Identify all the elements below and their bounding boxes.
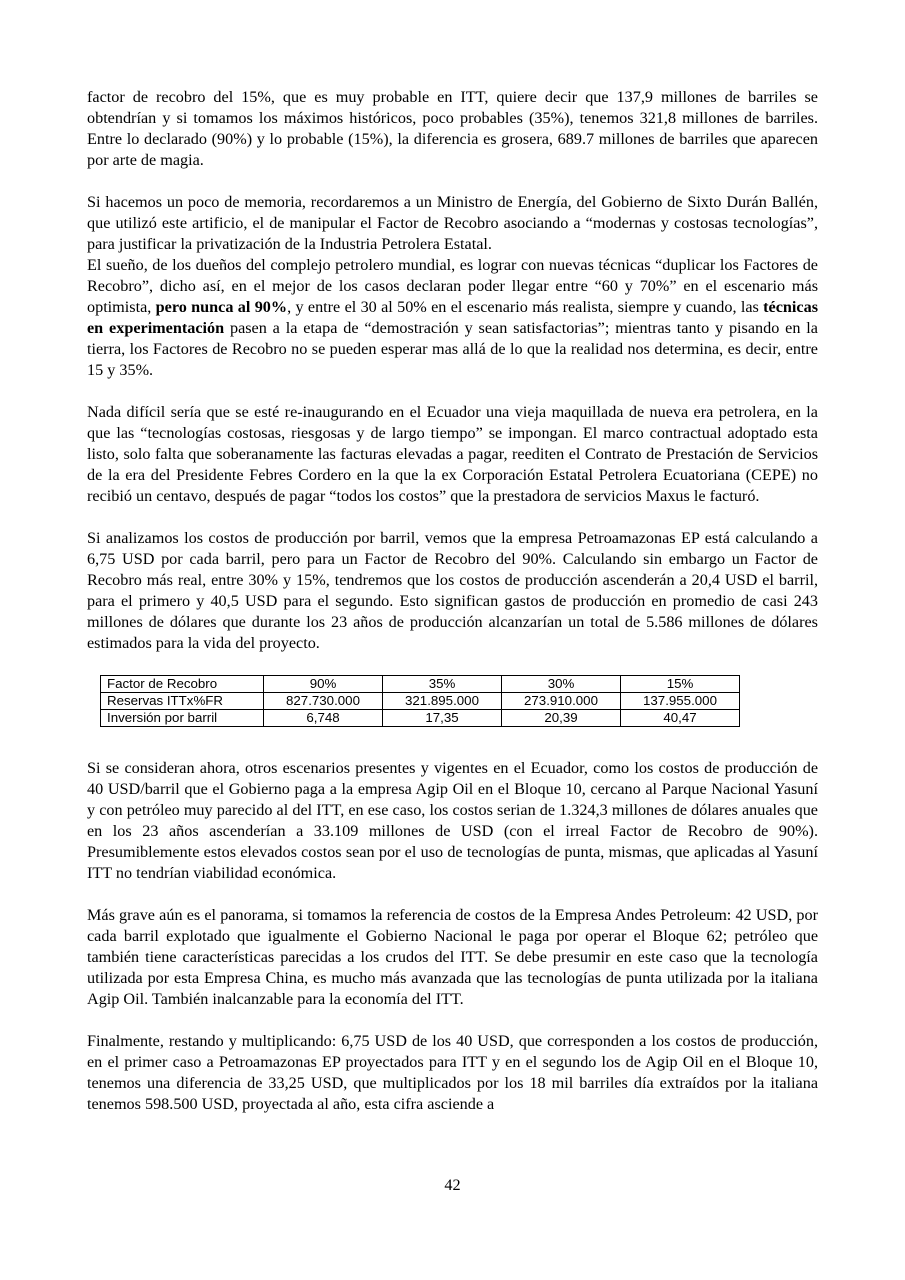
paragraph-p5	[87, 758, 818, 884]
text-segment: Nada difícil sería que se esté re-inaugurando en el Ecuador una vieja maquillada de nueva era petrolera, en la que las “tecnologías costosas, riesgosas y de largo tiempo” se impongan. El marco contractual adoptado esta listo, solo falta que soberanamente las facturas elevadas a pagar, reediten el Contrato de Prestación de Servicios de la era del Presidente Febres Cordero en la que la ex Corporación Estatal Petrolera Ecuatoriana (CEPE) no recibió un centavo, después de pagar “todos los costos” que la prestadora de servicios Maxus le facturó.	[87, 403, 818, 505]
table-cell: 90%	[264, 676, 383, 693]
table-cell: 6,748	[264, 710, 383, 727]
text-segment: Si analizamos los costos de producción por barril, vemos que la empresa Petroamazonas EP está calculando a 6,75 USD por cada barril, pero para un Factor de Recobro del 90%. Calculando sin embargo un Factor de Recobro más real, entre 30% y 15%, tendremos que los costos de producción ascenderán a 20,4 USD el barril, para el primero y 40,5 USD para el segundo. Esto significan gastos de producción en promedio de casi 243 millones de dólares que durante los 23 años de producción alcanzarían un total de 5.586 millones de dólares estimados para la vida del proyecto.	[87, 529, 818, 652]
recovery-factor-table-wrapper	[87, 675, 818, 727]
table-cell: 40,47	[621, 710, 740, 727]
bold-text: pero nunca al 90%	[155, 298, 288, 316]
body-text-before-table	[87, 87, 818, 654]
paragraph-p7	[87, 1031, 818, 1115]
table-row	[101, 710, 740, 727]
recovery-factor-table	[100, 675, 740, 727]
table-cell: 273.910.000	[502, 693, 621, 710]
paragraph-p1	[87, 87, 818, 171]
table-cell: 321.895.000	[383, 693, 502, 710]
table-cell: 137.955.000	[621, 693, 740, 710]
table-cell: 35%	[383, 676, 502, 693]
paragraph-p2	[87, 192, 818, 381]
row-label-cell: Reservas ITTx%FR	[101, 693, 264, 710]
text-segment: Si se consideran ahora, otros escenarios presentes y vigentes en el Ecuador, como los costos de producción de 40 USD/barril que el Gobierno paga a la empresa Agip Oil en el Bloque 10, cercano al Parque Nacional Yasuní y con petróleo muy parecido al del ITT, en ese caso, los costos serian de 1.324,3 millones de dólares anuales que en los 23 años ascenderían a 33.109 millones de USD (con el irreal Factor de Recobro de 90%). Presumiblemente estos elevados costos sean por el uso de tecnologías de punta, mismas, que aplicadas al Yasuní ITT no tendrían viabilidad económica.	[87, 759, 818, 882]
text-segment: pasen a la etapa de “demostración y sean satisfactorias”; mientras tanto y pisando en la tierra, los Factores de Recobro no se pueden esperar mas allá de lo que la realidad nos determina, es decir, entre 15 y 35%.	[87, 319, 818, 379]
page-number: 42	[444, 1176, 461, 1194]
table-cell: 15%	[621, 676, 740, 693]
table-cell: 20,39	[502, 710, 621, 727]
table-cell: 17,35	[383, 710, 502, 727]
bold-text: técnicas en experimentación	[87, 298, 818, 337]
table-cell: 827.730.000	[264, 693, 383, 710]
row-label-cell: Factor de Recobro	[101, 676, 264, 693]
text-segment: Finalmente, restando y multiplicando: 6,75 USD de los 40 USD, que corresponden a los costos de producción, en el primer caso a Petroamazonas EP proyectados para ITT y en el segundo los de Agip Oil en el Bloque 10, tenemos una diferencia de 33,25 USD, que multiplicados por los 18 mil barriles día extraídos por la italiana tenemos 598.500 USD, proyectada al año, esta cifra asciende a	[87, 1032, 818, 1113]
text-segment: , y entre el 30 al 50% en el escenario más realista, siempre y cuando, las	[287, 298, 764, 316]
table-row	[101, 693, 740, 710]
text-segment: Si hacemos un poco de memoria, recordaremos a un Ministro de Energía, del Gobierno de Sixto Durán Ballén, que utilizó este artificio, el de manipular el Factor de Recobro asociando a “modernas y costosas tecnologías”, para justificar la privatización de la Industria Petrolera Estatal.	[87, 193, 818, 253]
paragraph-p3	[87, 402, 818, 507]
document-page	[87, 87, 818, 1136]
body-text-after-table	[87, 758, 818, 1115]
text-segment: factor de recobro del 15%, que es muy probable en ITT, quiere decir que 137,9 millones de barriles se obtendrían y si tomamos los máximos históricos, poco probables (35%), tenemos 321,8 millones de barriles. Entre lo declarado (90%) y lo probable (15%), la diferencia es grosera, 689.7 millones de barriles que aparecen por arte de magia.	[87, 88, 818, 169]
paragraph-p6	[87, 905, 818, 1010]
row-label-cell: Inversión por barril	[101, 710, 264, 727]
text-segment: El sueño, de los dueños del complejo petrolero mundial, es lograr con nuevas técnicas “duplicar los Factores de Recobro”, dicho así, en el mejor de los casos declaran poder llegar entre “60 y 70%” en el escenario más optimista,	[87, 256, 818, 316]
table-row	[101, 676, 740, 693]
text-segment: Más grave aún es el panorama, si tomamos la referencia de costos de la Empresa Andes Petroleum: 42 USD, por cada barril explotado que igualmente el Gobierno Nacional le paga por operar el Bloque 62; petróleo que también tiene características parecidas a los crudos del ITT. Se debe presumir en este caso que la tecnología utilizada por esta Empresa China, es mucho más avanzada que las tecnologías de punta utilizada por la italiana Agip Oil. También inalcanzable para la economía del ITT.	[87, 906, 818, 1008]
table-cell: 30%	[502, 676, 621, 693]
paragraph-p4	[87, 528, 818, 654]
